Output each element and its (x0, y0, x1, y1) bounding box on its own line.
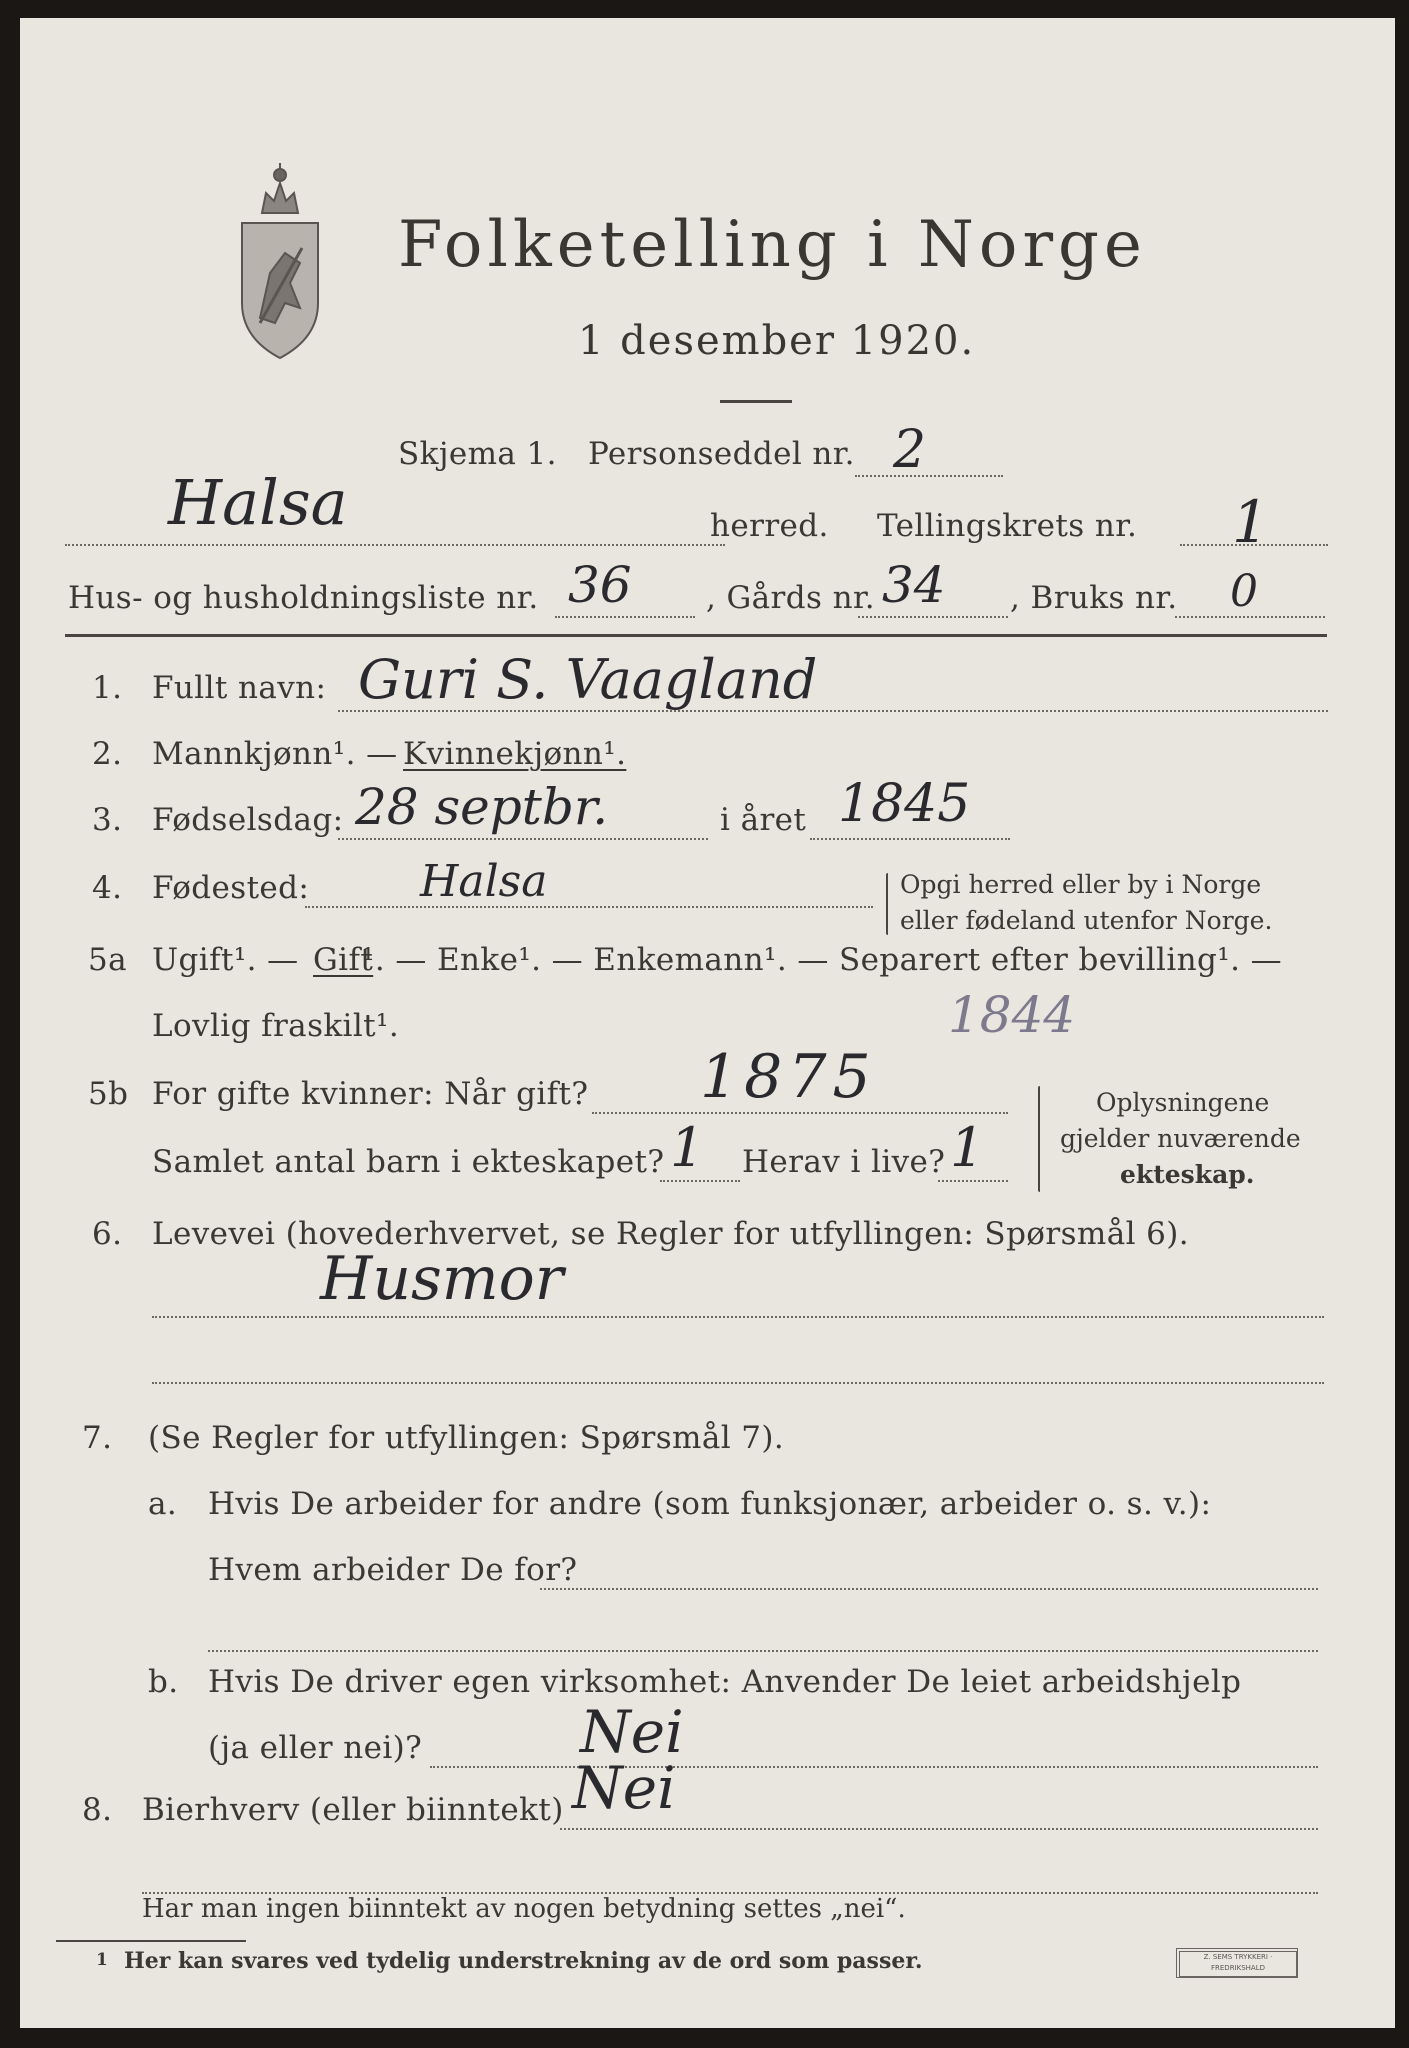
q5a-number: 5a (88, 942, 128, 978)
personseddel-field[interactable] (855, 475, 1003, 477)
census-form-sheet (20, 18, 1395, 2028)
hired-help-field[interactable] (430, 1766, 1318, 1768)
q6-number: 6. (92, 1216, 123, 1252)
marriage-note-line1: Oplysningene (1096, 1088, 1270, 1117)
tellingskrets-label: Tellingskrets nr. (877, 508, 1138, 544)
q7-label: (Se Regler for utfyllingen: Spørsmål 7). (148, 1420, 785, 1456)
herred-value: Halsa (168, 466, 348, 539)
q5b-alive-label: Herav i live? (742, 1144, 946, 1180)
q5b-number: 5b (88, 1076, 129, 1112)
q7-number: 7. (82, 1420, 113, 1456)
q4-label: Fødested: (152, 870, 310, 906)
q7b-letter: b. (148, 1664, 179, 1700)
q7a-label: Hvis De arbeider for andre (som funksjonær, arbeider o. s. v.): (208, 1486, 1212, 1522)
husholdning-field[interactable] (555, 616, 695, 618)
q7b-sub-label: (ja eller nei)? (208, 1730, 423, 1766)
birthplace-note-line2: eller fødeland utenfor Norge. (900, 906, 1273, 935)
side-income-field-line1[interactable] (560, 1828, 1318, 1830)
printer-stamp-text: Z. SEMS TRYKKERI · FREDRIKSHALD (1179, 1951, 1297, 1977)
q2-number: 2. (92, 736, 123, 772)
birthplace-field[interactable] (305, 906, 873, 908)
q2-female-option[interactable]: Kvinnekjønn¹. (403, 736, 627, 772)
husholdning-label: Hus- og husholdningsliste nr. (68, 580, 539, 616)
skjema-label: Skjema 1. (398, 436, 557, 472)
title-divider (720, 400, 792, 403)
q3-number: 3. (92, 802, 123, 838)
marriage-year-field[interactable] (592, 1112, 1008, 1114)
footnote-number: 1 (96, 1950, 108, 1970)
side-income-value: Nei (572, 1754, 676, 1822)
q5a-other-options[interactable]: ¹. — Enke¹. — Enkemann¹. — Separert efter bevilling¹. — (362, 942, 1283, 978)
q5a-gift-option[interactable]: Gift (313, 942, 374, 978)
marriage-note-line3: ekteskap. (1120, 1160, 1255, 1189)
form-date: 1 desember 1920. (578, 318, 976, 364)
employer-field-line1[interactable] (540, 1588, 1318, 1590)
q5a-ugift-option[interactable]: Ugift¹. — (152, 942, 299, 978)
q1-label: Fullt navn: (152, 670, 327, 706)
footnote-separator (56, 1940, 246, 1942)
birthday-field[interactable] (338, 838, 708, 840)
full-name-value: Guri S. Vaagland (358, 648, 818, 711)
occupation-value: Husmor (320, 1244, 564, 1314)
bruks-value: 0 (1230, 566, 1258, 617)
birthplace-note-line1: Opgi herred eller by i Norge (900, 870, 1262, 899)
q7a-letter: a. (148, 1486, 178, 1522)
birthplace-value: Halsa (420, 856, 548, 907)
birthplace-note-brace (886, 873, 888, 935)
q7b-label: Hvis De driver egen virksomhet: Anvender De leiet arbeidshjelp (208, 1664, 1242, 1700)
printer-stamp (1176, 1948, 1298, 1978)
form-title: Folketelling i Norge (398, 208, 1147, 282)
employer-field-line2[interactable] (208, 1650, 1318, 1652)
herred-field[interactable] (65, 544, 725, 546)
marriage-year-value: 1875 (700, 1042, 877, 1112)
q5a-pencil-annotation: 1844 (948, 986, 1076, 1044)
q2-male-option[interactable]: Mannkjønn¹. — (152, 736, 398, 772)
q3-label: Fødselsdag: (152, 802, 344, 838)
gards-field[interactable] (858, 616, 1008, 618)
footnote-text: Her kan svares ved tydelig understrekning av de ord som passer. (124, 1948, 923, 1974)
birthday-value: 28 septbr. (355, 778, 609, 836)
header-separator (65, 634, 1327, 637)
q5b-married-label: For gifte kvinner: Når gift? (152, 1076, 589, 1112)
q4-number: 4. (92, 870, 123, 906)
q1-number: 1. (92, 670, 123, 706)
children-count-value: 1 (670, 1116, 705, 1179)
bruks-label: , Bruks nr. (1010, 580, 1178, 616)
norway-coat-of-arms-icon (230, 153, 330, 368)
nei-instruction-note: Har man ingen biinntekt av nogen betydning settes „nei“. (142, 1894, 906, 1924)
q7a-employer-label: Hvem arbeider De for? (208, 1552, 578, 1588)
children-alive-field[interactable] (938, 1180, 1008, 1182)
gards-value: 34 (882, 556, 946, 614)
q8-number: 8. (82, 1792, 113, 1828)
birth-year-field[interactable] (810, 838, 1010, 840)
q5b-children-label: Samlet antal barn i ekteskapet? (152, 1144, 665, 1180)
hired-help-value: Nei (580, 1698, 684, 1766)
q8-label: Bierhverv (eller biinntekt) (142, 1792, 564, 1828)
personseddel-value: 2 (893, 420, 927, 480)
tellingskrets-value: 1 (1232, 488, 1269, 556)
birth-year-value: 1845 (838, 774, 971, 834)
personseddel-label: Personseddel nr. (588, 436, 855, 472)
herred-label: herred. (710, 508, 829, 544)
husholdning-value: 36 (568, 556, 632, 614)
occupation-field-line2[interactable] (152, 1382, 1324, 1384)
occupation-field-line1[interactable] (152, 1316, 1324, 1318)
gards-label: , Gårds nr. (706, 580, 876, 616)
q6-label: Levevei (hovederhvervet, se Regler for utfyllingen: Spørsmål 6). (152, 1216, 1190, 1252)
birth-year-label: i året (720, 802, 807, 838)
children-alive-value: 1 (950, 1116, 985, 1179)
q5a-fraskilt-option[interactable]: Lovlig fraskilt¹. (152, 1008, 400, 1044)
marriage-note-line2: gjelder nuværende (1060, 1124, 1301, 1153)
marriage-note-brace (1038, 1086, 1040, 1192)
children-count-field[interactable] (660, 1180, 740, 1182)
